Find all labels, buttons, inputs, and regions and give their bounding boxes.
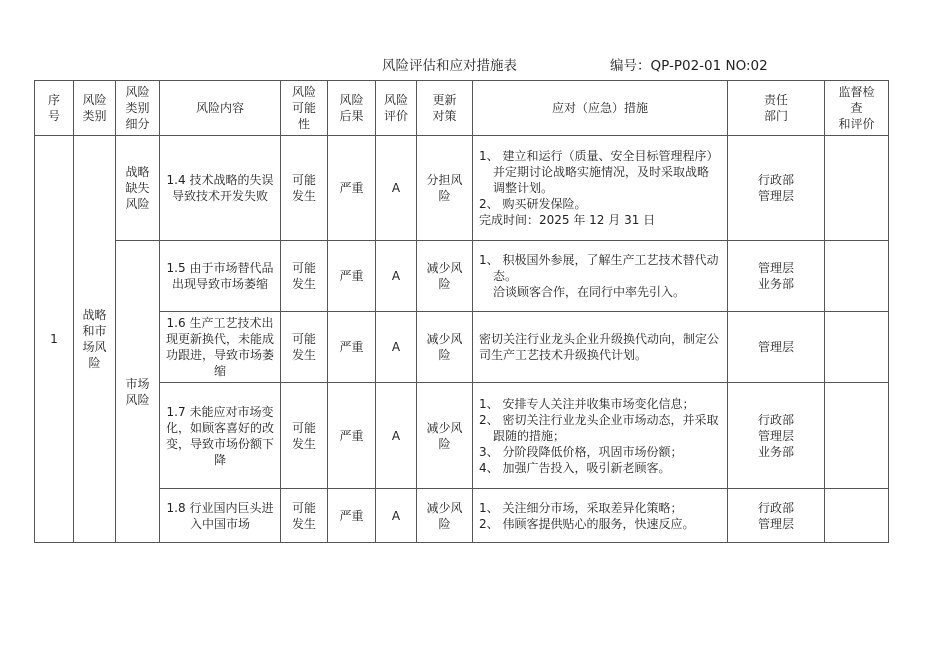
review-cell [825, 489, 889, 543]
page-title: 风险评估和应对措施表 [382, 58, 517, 74]
col-measures: 应对（应急）措施 [473, 81, 728, 136]
col-strategy: 更新 对策 [417, 81, 473, 136]
dept-cell: 行政部 管理层 [728, 489, 825, 543]
likelihood-cell: 可能 发生 [281, 383, 328, 489]
table-row [35, 312, 889, 383]
likelihood-cell: 可能 发生 [281, 241, 328, 312]
likelihood-cell: 可能 发生 [281, 136, 328, 241]
col-dept: 责任 部门 [728, 81, 825, 136]
col-likelihood: 风险 可能 性 [281, 81, 328, 136]
subcategory-cell: 市场 风险 [116, 241, 160, 543]
consequence-cell: 严重 [328, 383, 376, 489]
measures-cell: 1、 积极国外参展，了解生产工艺技术替代动态。 洽谈顾客合作，在同行中率先引入。 [473, 241, 728, 312]
dept-cell: 行政部 管理层 [728, 136, 825, 241]
review-cell [825, 136, 889, 241]
review-cell [825, 312, 889, 383]
col-category: 风险 类别 [74, 81, 116, 136]
consequence-cell: 严重 [328, 136, 376, 241]
review-cell [825, 241, 889, 312]
category-cell: 战略 和市 场风 险 [74, 136, 116, 543]
measures-cell: 密切关注行业龙头企业升级换代动向，制定公司生产工艺技术升级换代计划。 [473, 312, 728, 383]
likelihood-cell: 可能 发生 [281, 312, 328, 383]
content-cell: 1.5 由于市场替代品出现导致市场萎缩 [160, 241, 281, 312]
table-row [35, 136, 889, 241]
content-cell: 1.8 行业国内巨头进入中国市场 [160, 489, 281, 543]
content-cell: 1.7 未能应对市场变化，如顾客喜好的改变，导致市场份额下降 [160, 383, 281, 489]
dept-cell: 行政部 管理层 业务部 [728, 383, 825, 489]
strategy-cell: 减少风 险 [417, 489, 473, 543]
evaluation-cell: A [376, 383, 417, 489]
dept-cell: 管理层 业务部 [728, 241, 825, 312]
consequence-cell: 严重 [328, 241, 376, 312]
strategy-cell: 减少风 险 [417, 312, 473, 383]
review-cell [825, 383, 889, 489]
table-row [35, 241, 889, 312]
evaluation-cell: A [376, 241, 417, 312]
table-row [35, 383, 889, 489]
col-consequence: 风险 后果 [328, 81, 376, 136]
dept-cell: 管理层 [728, 312, 825, 383]
col-subcategory: 风险 类别 细分 [116, 81, 160, 136]
document-code: 编号：QP-P02-01 NO:02 [610, 58, 768, 74]
evaluation-cell: A [376, 489, 417, 543]
measures-cell: 1、 安排专人关注并收集市场变化信息； 2、 密切关注行业龙头企业市场动态，并采取跟随的措施； 3、 分阶段降低价格，巩固市场份额； 4、 加强广告投入，吸引新老顾客。 [473, 383, 728, 489]
consequence-cell: 严重 [328, 312, 376, 383]
table-row [35, 489, 889, 543]
measures-cell: 1、 关注细分市场，采取差异化策略； 2、 伟顾客提供贴心的服务，快速反应。 [473, 489, 728, 543]
document-header [0, 54, 950, 74]
strategy-cell: 减少风 险 [417, 241, 473, 312]
col-content: 风险内容 [160, 81, 281, 136]
evaluation-cell: A [376, 136, 417, 241]
risk-table [34, 80, 889, 543]
content-cell: 1.4 技术战略的失误导致技术开发失败 [160, 136, 281, 241]
header-row [35, 81, 889, 136]
col-review: 监督检 查 和评价 [825, 81, 889, 136]
evaluation-cell: A [376, 312, 417, 383]
col-seq: 序 号 [35, 81, 74, 136]
subcategory-cell: 战略 缺失 风险 [116, 136, 160, 241]
content-cell: 1.6 生产工艺技术出现更新换代，未能成功跟进，导致市场萎缩 [160, 312, 281, 383]
strategy-cell: 分担风 险 [417, 136, 473, 241]
likelihood-cell: 可能 发生 [281, 489, 328, 543]
strategy-cell: 减少风 险 [417, 383, 473, 489]
consequence-cell: 严重 [328, 489, 376, 543]
measures-cell: 1、 建立和运行（质量、安全目标管理程序）并定期讨论战略实施情况，及时采取战略 调整计划。 2、 购买研发保险。 完成时间：2025 年 12 月 31 日 [473, 136, 728, 241]
seq-cell: 1 [35, 136, 74, 543]
col-evaluation: 风险 评价 [376, 81, 417, 136]
